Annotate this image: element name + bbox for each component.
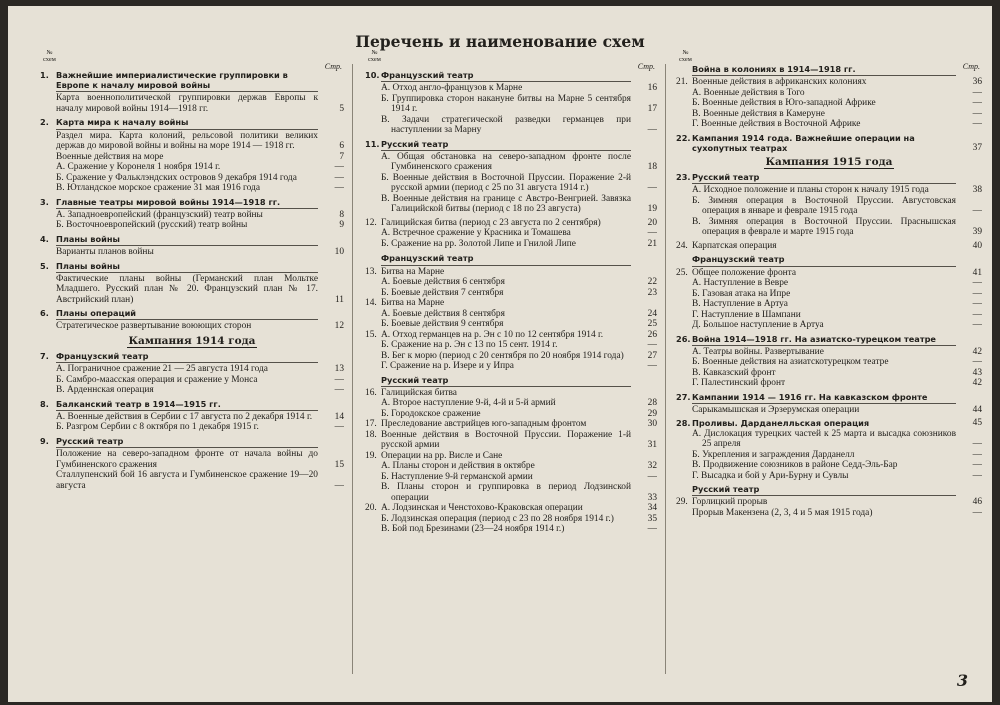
section-heading: Планы войны [56,233,120,244]
scheme-entry: 10. Французский театр А. Отход англо-французов к Марне 16 Б. Группировка сторон накануне битвы на Марне 5 сентября 1914 г. 17 В. Задачи стратегической разведки германцев при наступлении за Марну — [365,70,657,136]
column-3 [676,50,982,694]
section-heading: Французский театр [381,70,474,80]
campaign-heading: Кампания 1914 года [128,334,256,347]
subsection-heading: Французский театр [381,253,474,264]
section-heading: Балканский театр в 1914—1915 гг. [56,398,221,409]
column-divider [352,64,353,674]
page-ref: 5 [339,103,344,114]
scheme-entry: 1. Важнейшие империалистические группировки в Европе к началу мировой войны Карта военнополитической группировки держав Европы к началу мировой войны 1914—1918 гг. 5 [40,70,344,114]
scheme-entry: 28. Проливы. Дарданелльская операция 45 А. Дислокация турецких частей к 25 марта и высадка союзников 25 апреля — Б. Укрепления и заграждения Дарданелл — В. Продвижение союзников в районе Седд-Эль-Бар — Г. Высадка и бой у Ари-Бурну и Сувлы — [676,418,982,481]
column-header: № схем Стр. [368,50,655,71]
section-heading: Планы войны [56,260,120,271]
page-label: Стр. [324,62,342,71]
scheme-entry: 26. Война 1914—1918 гг. На азиатско-турецком театре А. Театры войны. Развертывание 42 Б. Военные действия на азиатскотурецком театре — В. Кавказский фронт 43 Г. Палестинский фронт 42 [676,333,982,389]
page-number: 3 [956,671,968,690]
scheme-entry: 13. Битва на Марне А. Боевые действия 6 сентября 22 Б. Боевые действия 7 сентября 23 [365,266,657,298]
scheme-entry: 7. Французский театр А. Пограничное сражение 21 — 25 августа 1914 года 13 Б. Самбро-маасская операция и сражение у Монса — В. Арденнская операция — [40,350,344,396]
section-heading: Главные театры мировой войны 1914—1918 гг. [56,196,281,207]
subsection-heading: Французский театр [692,254,785,265]
scheme-entry: 25. Общее положение фронта 41 А. Наступление в Вевре — Б. Газовая атака на Ипре — В. Наступление в Артуа — Г. Наступление в Шампани — Д. Большое наступление в Артуа — [676,267,982,331]
section-heading: Русский театр [692,172,760,183]
scheme-entry: 6. Планы операций Стратегическое развертывание воюющих сторон 12 [40,308,344,332]
scheme-number-label: № схем [43,50,56,63]
scheme-entry: 12. Галицийская битва (период с 23 августа по 2 сентября) 20 А. Встречное сражение у Красника и Томашева — Б. Сражение на рр. Золотой Липе и Гнилой Липе 21 [365,217,657,249]
scheme-entry: 21. Военные действия в африканских колониях 36 А. Военные действия в Того — Б. Военные действия в Юго-западной Африке — В. Военные действия в Камеруне — Г. Военные действия в Восточной Африке — [676,77,982,130]
scheme-entry: 16. Галицийская битва А. Второе наступление 9-й, 4-й и 5-й армий 28 Б. Городокское сражение 29 [365,387,657,419]
scheme-entry: 22. Кампания 1914 года. Важнейшие операции на сухопутных театрах 37 [676,132,982,153]
scheme-entry: 11. Русский театр А. Общая обстановка на северо-западном фронте после Гумбиненского сражения 18 Б. Военные действия в Восточной Пруссии. Поражение 2-й русской армии (период с 25 по 31 августа 1914 г.) — В. Военные действия на границе с Австро-Венгрией. Завязка Галицийской битвы (период с 18 по 23 августа) 19 [365,138,657,215]
scheme-entry: 18. Военные действия в Восточной Пруссии. Поражение 1-й русской армии 31 [365,429,657,451]
scheme-entry: 24. Карпатская операция 40 [676,240,982,251]
section-heading: Проливы. Дарданелльская операция [692,418,870,429]
scheme-entry: 19. Операции на рр. Висле и Сане А. Планы сторон и действия в октябре 32 Б. Наступление 9-й германской армии — В. Планы сторон и группировка в период Лодзинской операции 33 [365,450,657,503]
scheme-entry: 3. Главные театры мировой войны 1914—1918 гг. А. Западноевропейский (французский) театр войны 8 Б. Восточноевропейский (русский) театр войны 9 [40,196,344,231]
scheme-entry: 14. Битва на Марне А. Боевые действия 8 сентября 24 Б. Боевые действия 9 сентября 25 [365,298,657,330]
section-heading: Кампания 1914 года. Важнейшие операции на сухопутных театрах [692,132,915,153]
scheme-entry: 9. Русский театр Положение на северо-западном фронте от начала войны до Гумбиненского сражения 15 Сталлупенский бой 16 августа и Гумбиненское сражение 19—20 августа — [40,435,344,491]
section-heading: Французский театр [56,350,149,361]
scheme-entry: 20. А. Лодзинская и Ченстохово-Краковская операции 34 Б. Лодзинская операция (период с 23 по 28 ноября 1914 г.) 35 В. Бой под Брезинами (23—24 ноября 1914 г.) — [365,503,657,535]
document-page [8,6,992,702]
section-heading: Война 1914—1918 гг. На азиатско-турецком театре [692,333,936,344]
column-2 [365,50,657,694]
section-heading: Важнейшие империалистические группировки в Европе к началу мировой войны [56,70,288,91]
scheme-entry: 27. Кампании 1914 — 1916 гг. На кавказском фронте Сарыкамышская и Эрзерумская операции 44 [676,391,982,415]
subsection-heading: Русский театр [381,374,449,385]
scheme-entry: 5. Планы войны Фактические планы войны (Германский план Мольтке Младшего. Русский план № 20. Французский план № 17. Австрийский план) 11 [40,260,344,305]
scheme-entry: 15. А. Отход германцев на р. Эн с 10 по 12 сентября 1914 г. 26 Б. Сражение на р. Эн с 13 по 15 сент. 1914 г. — В. Бег к морю (период с 20 сентября по 20 ноября 1914 года) 27 Г. Сражение на р. Изере и у Ипра — [365,329,657,372]
scheme-entry: 29. Горлицкий прорыв 46 Прорыв Макензена (2, 3, 4 и 5 мая 1915 года) — [676,497,982,518]
campaign-heading: Кампания 1915 года [765,156,893,169]
column-header [40,50,344,70]
section-heading: Русский театр [381,138,449,149]
section-heading: Планы операций [56,308,137,319]
section-heading: Русский театр [56,435,124,446]
column-divider [665,64,666,674]
page-title: Перечень и наименование схем [355,32,645,51]
subsection-heading: Русский театр [692,484,760,495]
section-heading: Карта мира к началу войны [56,117,189,128]
scheme-entry: 8. Балканский театр в 1914—1915 гг. А. Военные действия в Сербии с 17 августа по 2 декабря 1914 г. 14 Б. Разгром Сербии с 8 октября по 1 декабря 1915 г. — [40,398,344,433]
scheme-entry: 17. Преследование австрийцев юго-западным фронтом 30 [365,419,657,430]
entry-text: Карта военнополитической группировки держав Европы к началу мировой войны 1914—1918 гг. [56,93,318,114]
scheme-entry: 4. Планы войны Варианты планов войны 10 [40,233,344,258]
scheme-entry: 23. Русский театр А. Исходное положение и планы сторон к началу 1915 года 38 Б. Зимняя операция в Восточной Пруссии. Августовская операция в январе и феврале 1915 года — В. Зимняя операция в Восточной Пруссии. Праснышская операция в феврале и марте 1915 года 39 [676,172,982,238]
scheme-entry: 2. Карта мира к началу войны Раздел мира. Карта колоний, рельсовой политики великих держав до мировой войны и войны на море 1914 — 1918 гг. 6 Военные действия на море 7 А. Сражение у Коронеля 1 ноября 1914 г. — Б. Сражение у Фальклэндских островов 9 декабря 1914 года — В. Ютландское морское сражение 31 мая 1916 года — [40,117,344,194]
section-heading: Война в колониях в 1914—1918 гг. [692,64,856,74]
column-header: № схем Стр. [679,50,980,71]
column-1 [40,50,344,694]
section-heading: Кампании 1914 — 1916 гг. На кавказском фронте [692,391,928,402]
